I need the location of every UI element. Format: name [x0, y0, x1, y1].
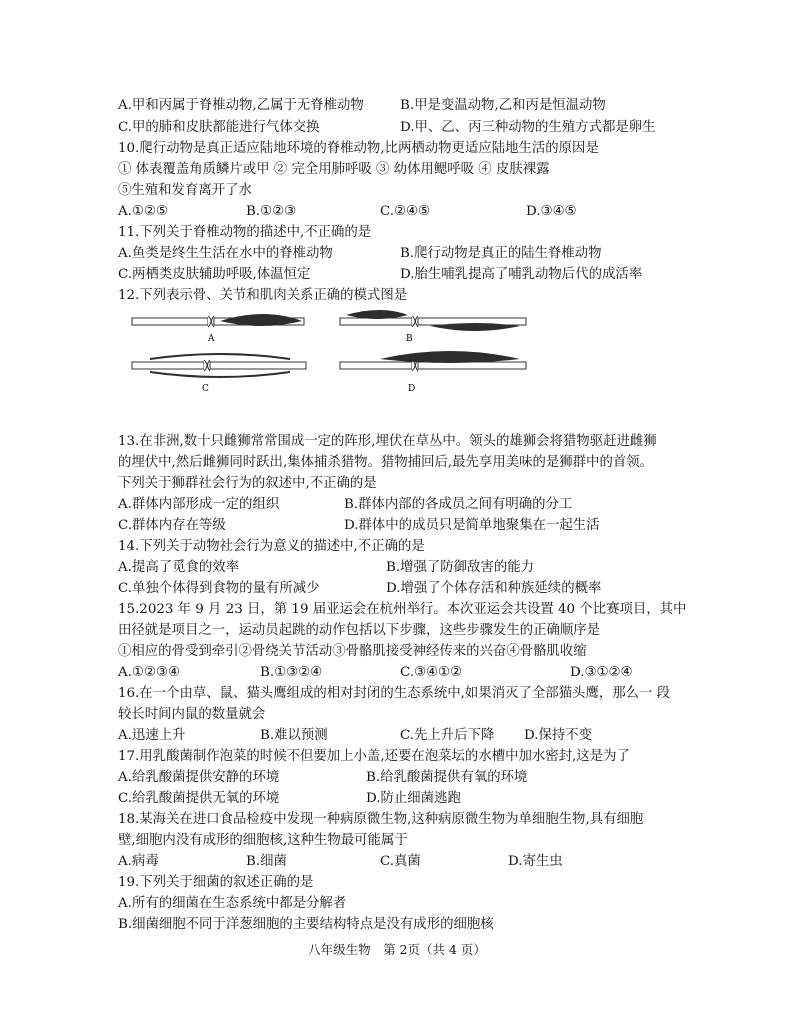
q11-option-c: C.两栖类皮肤辅助呼吸,体温恒定 [118, 267, 311, 282]
q19-option-a: A.所有的细菌在生态系统中都是分解者 [118, 896, 347, 911]
q13-option-b: B.群体内部的各成员之间有明确的分工 [344, 497, 573, 512]
q11-option-b: B.爬行动物是真正的陆生脊椎动物 [400, 246, 602, 261]
q11-stem: 11.下列关于脊椎动物的描述中,不正确的是 [118, 225, 372, 240]
q14-option-b: B.增强了防御敌害的能力 [386, 560, 535, 575]
q10-option-d: D.③④⑤ [526, 204, 577, 219]
diagram-c-label: C [202, 384, 209, 394]
q17-option-d: D.防止细菌逃跑 [366, 791, 461, 806]
q9-option-c: C.甲的肺和皮肤都能进行气体交换 [118, 120, 320, 135]
q10-stem: 10.爬行动物是真正适应陆地环境的脊椎动物,比两栖动物更适应陆地生活的原因是 [118, 141, 599, 156]
q15-items: ①相应的骨受到牵引②骨绕关节活动③骨骼肌接受神经传来的兴奋④骨骼肌收缩 [118, 644, 587, 659]
q16-option-b: B.难以预测 [260, 728, 328, 743]
bone-joint-muscle-figure [130, 305, 530, 399]
q13-option-d: D.群体中的成员只是简单地聚集在一起生活 [344, 518, 600, 533]
q17-stem: 17.用乳酸菌制作泡菜的时候不但要加上小盖,还要在泡菜坛的水槽中加水密封,这是为了 [118, 749, 630, 764]
q9-option-d: D.甲、乙、丙三种动物的生殖方式都是卵生 [400, 120, 656, 135]
q15-option-c: C.③④①② [400, 665, 463, 680]
q14-option-a: A.提高了觅食的效率 [118, 560, 240, 575]
q18-option-d: D.寄生虫 [508, 854, 563, 869]
q16-stem-line1: 16.在一个由草、鼠、猫头鹰组成的相对封闭的生态系统中,如果消灭了全部猫头鹰，那么一 段 [118, 686, 671, 701]
q11-option-d: D.胎生哺乳提高了哺乳动物后代的成活率 [400, 267, 643, 282]
q18-option-c: C.真菌 [380, 854, 421, 869]
q9-option-a: A.甲和丙属于脊椎动物,乙属于无脊椎动物 [118, 98, 364, 113]
q10-option-b: B.①②③ [246, 204, 297, 219]
q17-option-c: C.给乳酸菌提供无氧的环境 [118, 791, 280, 806]
diagram-b-label: B [406, 334, 413, 344]
diagram-d-label: D [408, 384, 416, 394]
q10-option-c: C.②④⑤ [380, 204, 431, 219]
diagram-a [132, 314, 304, 344]
q15-option-b: B.①③②④ [260, 665, 323, 680]
q19-stem: 19.下列关于细菌的叙述正确的是 [118, 875, 314, 890]
q14-stem: 14.下列关于动物社会行为意义的描述中,不正确的是 [118, 539, 425, 554]
diagram-a-label: A [208, 334, 215, 344]
q16-stem-line2: 较长时间内鼠的数量就会 [118, 707, 266, 722]
q15-option-a: A.①②③④ [118, 665, 180, 680]
q11-option-a: A.鱼类是终生生活在水中的脊椎动物 [118, 246, 333, 261]
q18-option-b: B.细菌 [246, 854, 287, 869]
q13-stem-line3: 下列关于狮群社会行为的叙述中,不正确的是 [118, 476, 377, 491]
q14-option-d: D.增强了个体存活和种族延续的概率 [386, 581, 602, 596]
q10-option-a: A.①②⑤ [118, 204, 168, 219]
q19-option-b: B.细菌细胞不同于洋葱细胞的主要结构特点是没有成形的细胞核 [118, 917, 494, 932]
q16-option-d: D.保持不变 [524, 728, 593, 743]
page-footer: 八年级生物 第 2页（共 4 页） [308, 942, 486, 957]
q17-option-b: B.给乳酸菌提供有氧的环境 [366, 770, 528, 785]
q10-items-line2: ⑤生殖和发育离开了水 [118, 183, 252, 198]
q18-stem-line2: 壁,细胞内没有成形的细胞核,这种生物最可能属于 [118, 833, 408, 848]
diagram-b [340, 310, 526, 344]
q16-option-c: C.先上升后下降 [400, 728, 495, 743]
q12-stem: 12.下列表示骨、关节和肌肉关系正确的模式图是 [118, 288, 408, 303]
q16-option-a: A.迅速上升 [118, 728, 186, 743]
q15-stem-line2: 田径就是项目之一，运动员起跳的动作包括以下步骤，这些步骤发生的正确顺序是 [118, 623, 601, 638]
diagram-d [340, 351, 526, 394]
q18-stem-line1: 18.某海关在进口食品检疫中发现一种病原微生物,这种病原微生物为单细胞生物,具有细胞 [118, 812, 644, 827]
q9-option-b: B.甲是变温动物,乙和丙是恒温动物 [400, 98, 606, 113]
diagram-c [132, 354, 306, 394]
q13-option-a: A.群体内部形成一定的组织 [118, 497, 280, 512]
q14-option-c: C.单独个体得到食物的量有所减少 [118, 581, 320, 596]
q17-option-a: A.给乳酸菌提供安静的环境 [118, 770, 280, 785]
q18-option-a: A.病毒 [118, 854, 159, 869]
q13-option-c: C.群体内存在等级 [118, 518, 226, 533]
q13-stem-line1: 13.在非洲,数十只雌狮常常围成一定的阵形,埋伏在草丛中。领头的雄狮会将猎物驱赶进雌狮 [118, 434, 657, 449]
q15-option-d: D.③①②④ [570, 665, 633, 680]
q15-stem-line1: 15.2023 年 9 月 23 日，第 19 届亚运会在杭州举行。本次亚运会共设置 40 个比赛项目，其中 [118, 602, 687, 617]
q13-stem-line2: 的埋伏中,然后雌狮同时跃出,集体捕杀猎物。猎物捕回后,最先享用美味的是狮群中的首领。 [118, 455, 654, 470]
q10-items-line1: ① 体表覆盖角质鳞片或甲 ② 完全用肺呼吸 ③ 幼体用鳃呼吸 ④ 皮肤裸露 [118, 162, 550, 177]
